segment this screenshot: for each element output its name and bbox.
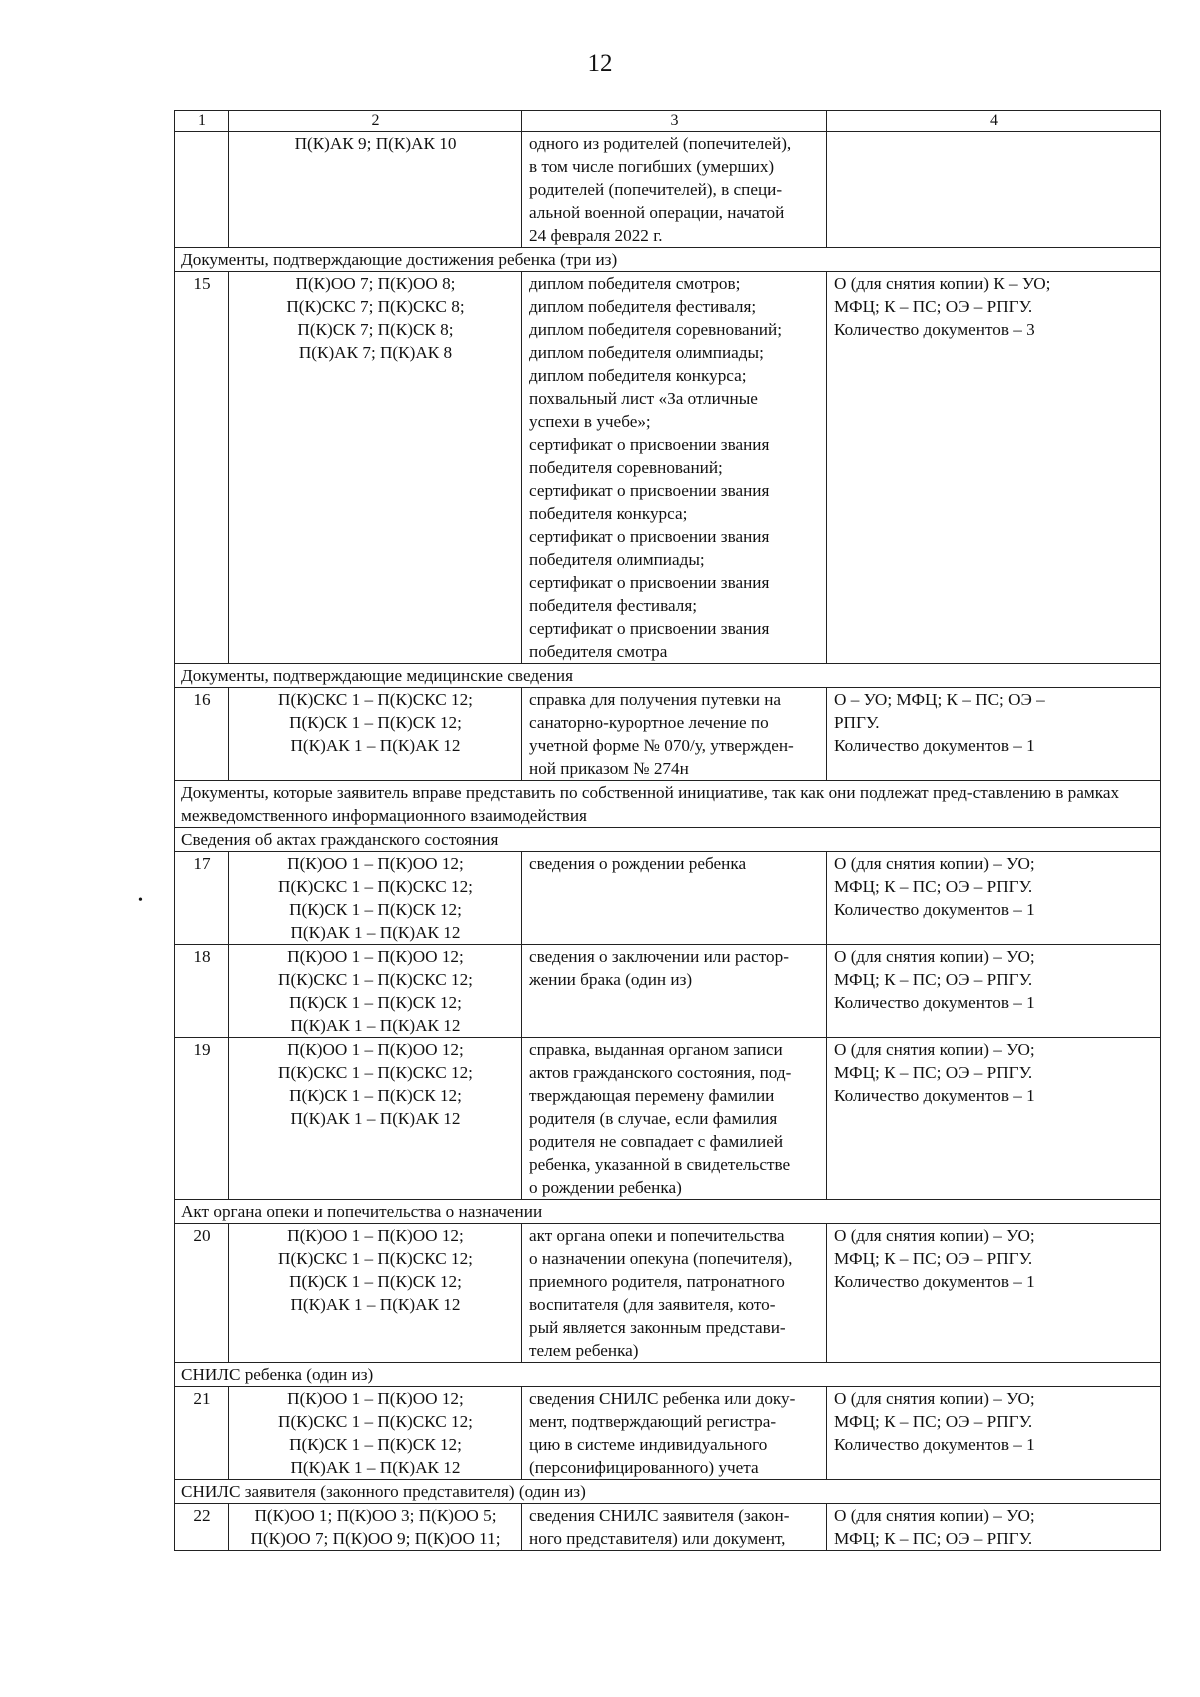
row-note-line: О (для снятия копии) – УО; — [834, 1389, 1035, 1408]
row-description — [522, 1504, 827, 1551]
row-codes-line: П(К)ОО 7; П(К)ОО 8; — [295, 274, 456, 293]
row-number: 19 — [175, 1038, 229, 1200]
row-description-line: ной приказом № 274н — [529, 759, 689, 778]
table-row — [175, 1504, 1161, 1551]
section-title: Акт органа опеки и попечительства о назначении — [175, 1200, 1161, 1224]
row-number: 17 — [175, 852, 229, 945]
row-codes-line: П(К)СК 1 – П(К)СК 12; — [289, 993, 462, 1012]
section-title: Документы, подтверждающие медицинские сведения — [175, 664, 1161, 688]
row-description-line: родителей (попечителей), в специ- — [529, 180, 783, 199]
row-description-line: диплом победителя смотров; — [529, 274, 741, 293]
row-description-line: в том числе погибших (умерших) — [529, 157, 775, 176]
row-description-line: цию в системе индивидуального — [529, 1435, 768, 1454]
row-codes-line: П(К)СКС 1 – П(К)СКС 12; — [278, 690, 473, 709]
row-note-line: Количество документов – 1 — [834, 993, 1035, 1012]
row-note-line: О (для снятия копии) – УО; — [834, 1506, 1035, 1525]
row-note-line: О (для снятия копии) – УО; — [834, 1226, 1035, 1245]
column-header-1: 1 — [175, 111, 229, 132]
row-codes-line: П(К)АК 1 – П(К)АК 12 — [290, 1295, 461, 1314]
row-description-line: сертификат о присвоении звания — [529, 435, 770, 454]
scan-artifact-dot: • — [138, 893, 143, 908]
section-title: Сведения об актах гражданского состояния — [175, 828, 1161, 852]
table-row — [175, 1387, 1161, 1480]
row-note-line: МФЦ; К – ПС; ОЭ – РПГУ. — [834, 1063, 1033, 1082]
row-codes — [229, 272, 522, 664]
row-description-line: похвальный лист «За отличные — [529, 389, 758, 408]
row-codes-line: П(К)АК 1 – П(К)АК 12 — [290, 1016, 461, 1035]
row-codes-line: П(К)АК 1 – П(К)АК 12 — [290, 1109, 461, 1128]
row-codes-line: П(К)АК 1 – П(К)АК 12 — [290, 736, 461, 755]
row-codes-line: П(К)СКС 1 – П(К)СКС 12; — [278, 1249, 473, 1268]
row-description-line: сертификат о присвоении звания — [529, 619, 770, 638]
row-number: 15 — [175, 272, 229, 664]
table-row — [175, 688, 1161, 781]
row-description-line: родителя (в случае, если фамилия — [529, 1109, 778, 1128]
row-description-line: сертификат о присвоении звания — [529, 527, 770, 546]
row-description-line: диплом победителя соревнований; — [529, 320, 782, 339]
row-note-line: Количество документов – 1 — [834, 900, 1035, 919]
row-note — [827, 1038, 1161, 1200]
row-note — [827, 1387, 1161, 1480]
row-note — [827, 132, 1161, 248]
row-codes — [229, 1387, 522, 1480]
documents-table-body — [175, 111, 1161, 1551]
table-row — [175, 1224, 1161, 1363]
row-codes-line: П(К)СК 1 – П(К)СК 12; — [289, 1435, 462, 1454]
row-note-line: Количество документов – 3 — [834, 320, 1035, 339]
row-description-line: сертификат о присвоении звания — [529, 573, 770, 592]
row-codes — [229, 1038, 522, 1200]
row-description-line: одного из родителей (попечителей), — [529, 134, 792, 153]
section-header-row — [175, 1480, 1161, 1504]
row-note-line: О (для снятия копии) – УО; — [834, 854, 1035, 873]
row-description-line: телем ребенка) — [529, 1341, 639, 1360]
row-description-line: учетной форме № 070/у, утвержден- — [529, 736, 794, 755]
row-number: 18 — [175, 945, 229, 1038]
row-codes-line: П(К)ОО 1 – П(К)ОО 12; — [287, 947, 464, 966]
row-description-line: победителя конкурса; — [529, 504, 688, 523]
row-codes — [229, 688, 522, 781]
row-description-line: родителя не совпадает с фамилией — [529, 1132, 784, 1151]
row-note — [827, 1224, 1161, 1363]
row-note-line: О (для снятия копии) – УО; — [834, 1040, 1035, 1059]
row-codes-line: П(К)СКС 1 – П(К)СКС 12; — [278, 877, 473, 896]
row-number — [175, 132, 229, 248]
row-description-line: рый является законным представи- — [529, 1318, 786, 1337]
section-header-row — [175, 781, 1161, 828]
row-codes-line: П(К)ОО 1; П(К)ОО 3; П(К)ОО 5; — [254, 1506, 497, 1525]
row-note-line: Количество документов – 1 — [834, 1272, 1035, 1291]
row-description-line: справка для получения путевки на — [529, 690, 782, 709]
row-description-line: сведения о заключении или растор- — [529, 947, 789, 966]
page-number: 12 — [587, 50, 613, 77]
row-number: 16 — [175, 688, 229, 781]
row-description-line: сертификат о присвоении звания — [529, 481, 770, 500]
row-codes — [229, 1224, 522, 1363]
row-note-line: О – УО; МФЦ; К – ПС; ОЭ – — [834, 690, 1045, 709]
row-codes-line: П(К)СКС 1 – П(К)СКС 12; — [278, 1412, 473, 1431]
row-codes-line: П(К)ОО 1 – П(К)ОО 12; — [287, 854, 464, 873]
row-description-line: успехи в учебе»; — [529, 412, 651, 431]
section-header-row — [175, 828, 1161, 852]
table-row — [175, 1038, 1161, 1200]
row-description-line: мент, подтверждающий регистра- — [529, 1412, 777, 1431]
row-note-line: МФЦ; К – ПС; ОЭ – РПГУ. — [834, 970, 1033, 989]
table-row — [175, 272, 1161, 664]
row-description-line: победителя соревнований; — [529, 458, 723, 477]
table-row — [175, 852, 1161, 945]
row-description-line: альной военной операции, начатой — [529, 203, 785, 222]
row-description-line: сведения СНИЛС заявителя (закон- — [529, 1506, 790, 1525]
row-number: 21 — [175, 1387, 229, 1480]
row-description-line: победителя смотра — [529, 642, 668, 661]
row-codes-line: П(К)АК 1 – П(К)АК 12 — [290, 1458, 461, 1477]
row-description-line: тверждающая перемену фамилии — [529, 1086, 775, 1105]
row-note-line: Количество документов – 1 — [834, 736, 1035, 755]
row-codes-line: П(К)СК 1 – П(К)СК 12; — [289, 900, 462, 919]
row-codes-line: П(К)СКС 1 – П(К)СКС 12; — [278, 970, 473, 989]
row-description-line: о рождении ребенка) — [529, 1178, 682, 1197]
row-description-line: 24 февраля 2022 г. — [529, 226, 663, 245]
row-description-line: диплом победителя конкурса; — [529, 366, 747, 385]
column-header-row — [175, 111, 1161, 132]
row-codes-line: П(К)СК 1 – П(К)СК 12; — [289, 1272, 462, 1291]
row-codes-line: П(К)СК 1 – П(К)СК 12; — [289, 713, 462, 732]
row-codes-line: П(К)СК 7; П(К)СК 8; — [297, 320, 454, 339]
section-title: СНИЛС ребенка (один из) — [175, 1363, 1161, 1387]
row-note — [827, 945, 1161, 1038]
row-note-line: О (для снятия копии) К – УО; — [834, 274, 1051, 293]
row-description — [522, 132, 827, 248]
row-note — [827, 852, 1161, 945]
row-codes — [229, 1504, 522, 1551]
section-header-row — [175, 248, 1161, 272]
row-codes-line: П(К)ОО 1 – П(К)ОО 12; — [287, 1389, 464, 1408]
row-codes-line: П(К)СКС 7; П(К)СКС 8; — [286, 297, 465, 316]
row-description-line: приемного родителя, патронатного — [529, 1272, 785, 1291]
column-header-2: 2 — [229, 111, 522, 132]
row-note-line: Количество документов – 1 — [834, 1086, 1035, 1105]
row-note-line: РПГУ. — [834, 713, 880, 732]
row-description-line: диплом победителя олимпиады; — [529, 343, 764, 362]
row-codes-line: П(К)АК 1 – П(К)АК 12 — [290, 923, 461, 942]
row-codes-line: П(К)ОО 1 – П(К)ОО 12; — [287, 1040, 464, 1059]
row-description-line: воспитателя (для заявителя, кото- — [529, 1295, 776, 1314]
row-note-line: О (для снятия копии) – УО; — [834, 947, 1035, 966]
row-number: 20 — [175, 1224, 229, 1363]
row-note-line: МФЦ; К – ПС; ОЭ – РПГУ. — [834, 877, 1033, 896]
row-note-line: МФЦ; К – ПС; ОЭ – РПГУ. — [834, 1249, 1033, 1268]
row-description — [522, 688, 827, 781]
section-header-row — [175, 1200, 1161, 1224]
row-codes-line: П(К)ОО 7; П(К)ОО 9; П(К)ОО 11; — [250, 1529, 501, 1548]
row-note-line: МФЦ; К – ПС; ОЭ – РПГУ. — [834, 297, 1033, 316]
row-description-line: (персонифицированного) учета — [529, 1458, 759, 1477]
row-description-line: акт органа опеки и попечительства — [529, 1226, 785, 1245]
table-row — [175, 132, 1161, 248]
column-header-4: 4 — [827, 111, 1161, 132]
row-description — [522, 272, 827, 664]
section-title: Документы, подтверждающие достижения ребенка (три из) — [175, 248, 1161, 272]
row-description-line: санаторно-курортное лечение по — [529, 713, 769, 732]
row-codes-line: П(К)СК 1 – П(К)СК 12; — [289, 1086, 462, 1105]
column-header-3: 3 — [522, 111, 827, 132]
row-description — [522, 852, 827, 945]
row-description-line: справка, выданная органом записи — [529, 1040, 783, 1059]
row-number: 22 — [175, 1504, 229, 1551]
section-header-row — [175, 664, 1161, 688]
row-codes-line: П(К)СКС 1 – П(К)СКС 12; — [278, 1063, 473, 1082]
documents-table — [174, 110, 1161, 1551]
section-title: Документы, которые заявитель вправе представить по собственной инициативе, так как они подлежат пред-ставлению в рамках межведомственного информационного взаимодействия — [175, 781, 1161, 828]
row-description — [522, 945, 827, 1038]
section-header-row — [175, 1363, 1161, 1387]
row-description-line: победителя олимпиады; — [529, 550, 705, 569]
row-description-line: сведения СНИЛС ребенка или доку- — [529, 1389, 796, 1408]
row-description — [522, 1224, 827, 1363]
row-description — [522, 1387, 827, 1480]
row-description-line: победителя фестиваля; — [529, 596, 698, 615]
row-note — [827, 272, 1161, 664]
row-codes — [229, 945, 522, 1038]
row-codes-line: П(К)АК 9; П(К)АК 10 — [294, 134, 457, 153]
row-codes — [229, 852, 522, 945]
table-row — [175, 945, 1161, 1038]
row-description-line: диплом победителя фестиваля; — [529, 297, 757, 316]
row-description-line: ного представителя) или документ, — [529, 1529, 786, 1548]
row-note-line: МФЦ; К – ПС; ОЭ – РПГУ. — [834, 1529, 1033, 1548]
row-note — [827, 688, 1161, 781]
row-note — [827, 1504, 1161, 1551]
row-description-line: актов гражданского состояния, под- — [529, 1063, 792, 1082]
row-description-line: о назначении опекуна (попечителя), — [529, 1249, 793, 1268]
row-description-line: ребенка, указанной в свидетельстве — [529, 1155, 791, 1174]
section-title: СНИЛС заявителя (законного представителя) (один из) — [175, 1480, 1161, 1504]
row-codes-line: П(К)АК 7; П(К)АК 8 — [298, 343, 453, 362]
row-codes-line: П(К)ОО 1 – П(К)ОО 12; — [287, 1226, 464, 1245]
row-description — [522, 1038, 827, 1200]
row-description-line: сведения о рождении ребенка — [529, 854, 747, 873]
row-note-line: Количество документов – 1 — [834, 1435, 1035, 1454]
row-note-line: МФЦ; К – ПС; ОЭ – РПГУ. — [834, 1412, 1033, 1431]
row-codes — [229, 132, 522, 248]
row-description-line: жении брака (один из) — [529, 970, 693, 989]
